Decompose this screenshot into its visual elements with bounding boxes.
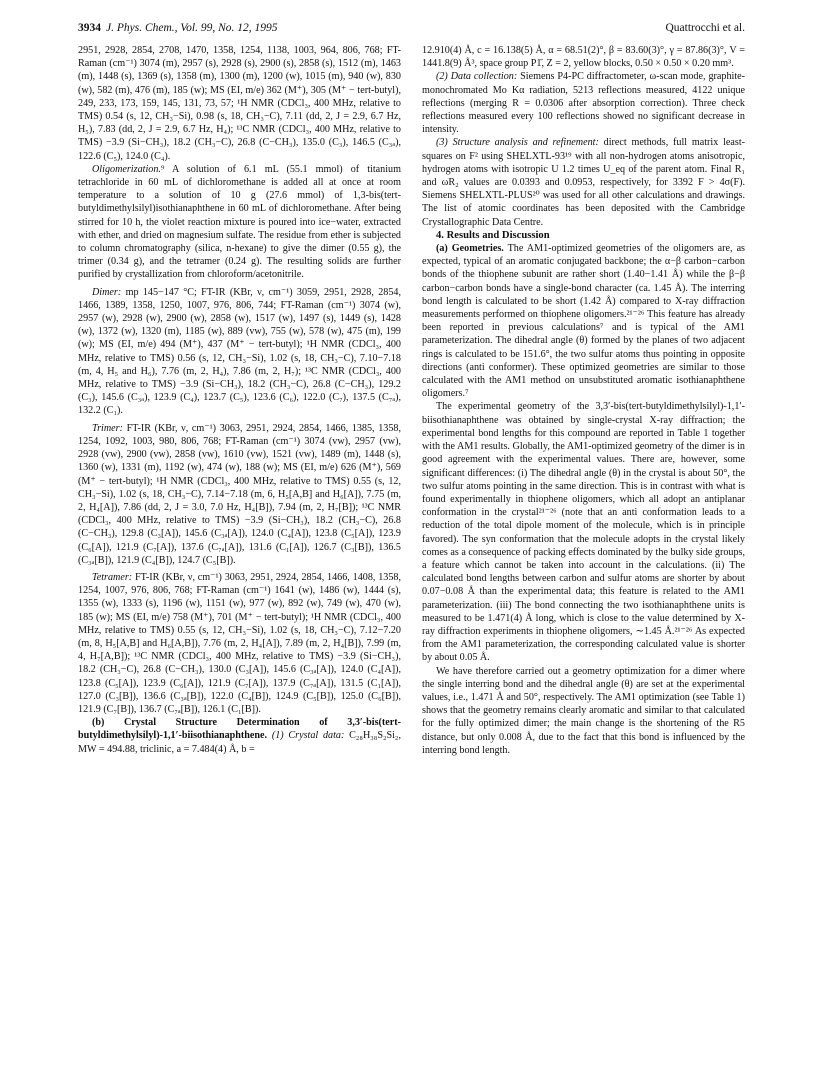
oligomerization-lead: Oligomerization.⁹ <box>92 163 165 175</box>
tetramer-text: FT-IR (KBr, ν, cm⁻¹) 3063, 2951, 2924, 2854, 1466, 1408, 1358, 1254, 1007, 976, 806, 768; FT-Raman (cm⁻¹) 1641 (w), 1486 (w), 1444 (s), 1355 (w), 1333 (s), 1196 (w), 1151 (w), 977 (w), 892 (w), 749 (w), 470 (w), 185 (w); MS (EI, m/e) 758 (M⁺), 701 (M⁺ − tert-butyl); ¹H NMR (CDCl₃, 400 MHz, relative to TMS) 0.55 (s, 12, CH₃−Si), 1.02 (s, 18, CH₃−C), 7.12−7.20 (m, 8, H₅[A,B] and H₆[A,B]), 7.76 (m, 2, H₄[A]), 7.89 (m, 2, H₄[B]), 7.99 (m, 4, H₇[A,B]); ¹³C NMR (CDCl₃, 400 MHz, relative to TMS) −3.9 (Si−CH₃), 18.2 (CH₃−C), 26.8 (C−CH₃), 130.0 (C₃[A]), 145.6 (C₃ₐ[A]), 124.0 (C₄[A]), 123.8 (C₅[A]), 123.9 (C₆[A]), 121.9 (C₇[A]), 137.9 (C₇ₐ[A]), 131.5 (C₁[A]), 127.0 (C₃[B]), 136.6 (C₃ₐ[B]), 122.0 (C₄[B]), 124.9 (C₅[B]), 125.0 (C₆[B]), 121.9 (C₇[B]), 136.7 (C₇ₐ[B]), 126.1 (C₁[B]). <box>78 571 401 715</box>
section-heading-results: 4. Results and Discussion <box>436 229 550 241</box>
tetramer-lead: Tetramer: <box>92 571 133 583</box>
crystal-structure-paragraph <box>78 716 401 756</box>
dimer-text: mp 145−147 °C; FT-IR (KBr, ν, cm⁻¹) 3059, 2951, 2928, 2854, 1466, 1389, 1358, 1250, 1007, 976, 806, 744; FT-Raman (cm⁻¹) 3074 (w), 2957 (w), 2928 (w), 2900 (w), 2858 (w), 1517 (w), 1497 (s), 1449 (s), 1428 (w), 1372 (w), 1320 (m), 1185 (w), 889 (vw), 755 (w), 578 (w), 475 (m), 199 (w); MS (EI, m/e) 494 (M⁺), 437 (M⁺ − tert-butyl); ¹H NMR (CDCl₃, 400 MHz, relative to TMS) 0.56 (s, 12, CH₃−Si), 1.02 (s, 18, CH₃−C), 7.10−7.18 (m, 4, H₅ and H₆), 7.76 (m, 2, H₄), 7.86 (m, 2, H₇); ¹³C NMR (CDCl₃, 400 MHz, relative to TMS) −3.9 (Si−CH₃), 18.2 (CH₃−C), 26.8 (C−CH₃), 129.2 (C₃), 145.6 (C₃ₐ), 123.9 (C₄), 123.7 (C₅), 123.6 (C₆), 122.0 (C₇), 137.5 (C₇ₐ), 132.2 (C₁). <box>78 286 401 417</box>
geometries-heading: (a) Geometries. <box>436 243 504 255</box>
crystal-structure-heading: (b) Crystal Structure Determination of 3,3′-bis(tert-butyldimethylsilyl)-1,1′-biisothianaphthene. <box>78 717 401 742</box>
geometries-paragraph <box>422 242 745 400</box>
structure-analysis-paragraph <box>422 136 745 228</box>
crystal-data-text: C₂₈H₃₈S₂Si₂, MW = 494.88, triclinic, a = 7.484(4) Å, b = <box>78 730 401 755</box>
structure-analysis-lead: (3) Structure analysis and refinement: <box>436 137 599 149</box>
data-collection-lead: (2) Data collection: <box>436 71 518 83</box>
page-number: 3934 <box>78 22 101 34</box>
oligomerization-paragraph <box>78 163 401 282</box>
data-collection-paragraph <box>422 70 745 136</box>
crystal-data-continued: 12.910(4) Å, c = 16.138(5) Å, α = 68.51(2)°, β = 83.60(3)°, γ = 87.86(3)°, V = 1441.8(9) Å³, space group P1̄, Z = 2, yellow blocks, 0.50 × 0.50 × 0.20 mm³. <box>422 45 745 70</box>
dimer-paragraph <box>78 286 401 418</box>
experimental-geometry-paragraph: The experimental geometry of the 3,3′-bis(tert-butyldimethylsilyl)-1,1′-biisothianaphthene was obtained by single-crystal X-ray diffraction; the experimental bond lengths for this compound are reported in Table 1 together with the AM1 results. Globally, the AM1-optimized geometry of the dimer is in good agreement with the experimental values. There are, however, some significant differences: (i) The dihedral angle (θ) in the crystal is about 50°, the two sulfur atoms pointing in the same direction. This is in contrast with what is found experimentally in thiophene oligomers, which all adopt an antiplanar conformation in the crystal²¹⁻²⁶ (note that an anti conformation leads to a reduction of the total dipole moment of the molecule, which is in principle favored). The syn conformation that the molecule adopts in the crystal likely comes as a consequence of packing effects dominated by the bulky side groups, a feature which cannot be taken into account in the calculations. (ii) The calculated bond lengths between carbon and sulfur atoms are shorter by about 0.07−0.08 Å than the experimental data; this feature is related to the AM1 parameterization. (iii) The bond connecting the two isothianaphthene units is measured to be 1.471(4) Å long, which is close to the value determined by X-ray diffraction experiments in thiophene oligomers, ∼1.45 Å.²¹⁻²⁶ As expected from the AM1 parameterization, the corresponding calculated value is shorter by about 0.05 Å. <box>422 401 745 664</box>
geometry-optimization-paragraph: We have therefore carried out a geometry optimization for a dimer where the single interring bond and the dihedral angle (θ) are set at the experimental values, i.e., 1.471 Å and 50°, respectively. The AM1 optimization (see Table 1) shows that the geometry remains clearly aromatic and similar to that calculated for the fully optimized dimer; the main change is the shortening of the R5 distance, but only 0.008 Å, due to the fact that this bond is influenced by the interring bond length. <box>422 665 745 756</box>
crystal-data-lead: (1) Crystal data: <box>267 730 345 742</box>
data-collection-text: Siemens P4-PC diffractometer, ω-scan mode, graphite-monochromated Mo Kα radiation, 5213 reflections measured, 4122 unique reflections (merging R = 0.0306 after absorption correction). Three check reflections measured every 100 reflections showed no significant decrease in intensity. <box>422 71 745 136</box>
geometries-text: The AM1-optimized geometries of the oligomers are, as expected, typical of an aromatic conjugated backbone; the α−β carbon−carbon bonds of the thiophene subunit are rather short (1.40−1.41 Å) while the β−β carbon−carbon bonds have a single-bond character (ca. 1.45 Å). The interring bond length is calculated to be short (1.42 Å) compared to X-ray diffraction measurements performed on thiophene oligomers.²¹⁻²⁶ This feature has already been reported in previous calculations⁷ and is typical of the AM1 parameterization. The dihedral angle (θ) formed by the planes of two adjacent rings is calculated to be 151.6°, the two sulfur atoms thus pointing in opposite directions (anti conformer). These optimized geometries are similar to those calculated with the AM1 method on unsubstituted aromatic isothianaphthene oligomers.⁷ <box>422 243 745 400</box>
oligomerization-text: A solution of 6.1 mL (55.1 mmol) of titanium tetrachloride in 60 mL of dichloromethane is added all at once at room temperature to a solution of 10 g (27.6 mmol) of 1,3-bis(tert-butyldimethylsilyl)isothianaphthene in 60 mL of dichloromethane. After being stirred for 10 h, the violet reaction mixture is poured into ice−water, extracted with ether, and dried on magnesium sulfate. The residue from ether is subjected to column chromatography (silica, n-hexane) to give the dimer (0.55 g), the trimer (0.34 g), and the tetramer (0.24 g). The resulting solids are further purified by crystallization from chloroform/acetonitrile. <box>78 163 401 281</box>
trimer-lead: Trimer: <box>92 422 123 434</box>
tetramer-paragraph <box>78 571 401 716</box>
monomer-spectral-data: 2951, 2928, 2854, 2708, 1470, 1358, 1254, 1138, 1003, 964, 806, 768; FT-Raman (cm⁻¹) 3074 (m), 2957 (s), 2928 (s), 2900 (s), 2858 (s), 1512 (m), 1463 (m), 1448 (s), 1369 (s), 1358 (m), 1300 (m), 1200 (w), 1015 (m), 940 (w), 830 (w), 582 (m), 476 (m), 185 (w); MS (EI, m/e) 362 (M⁺), 305 (M⁺ − tert-butyl), 249, 233, 173, 159, 145, 131, 73, 57; ¹H NMR (CDCl₃, 400 MHz, relative to TMS) 0.54 (s, 12, CH₃−Si), 0.98 (s, 18, CH₃−C), 7.11 (dd, 2, J = 2.9, 6.7 Hz, H₅), 7.83 (dd, 2, J = 2.9, 6.7 Hz, H₄); ¹³C NMR (CDCl₃, 400 MHz, relative to TMS) −3.9 (Si−CH₃), 18.2 (CH₃−C), 26.8 (C−CH₃), 135.0 (C₃), 146.5 (C₃ₐ), 122.6 (C₅), 124.0 (C₄). <box>78 45 401 162</box>
structure-analysis-text: direct methods, full matrix least-squares on F² using SHELXTL-93¹⁹ with all non-hydrogen atoms anisotropic, hydrogen atoms with isotropic U 1.2 times U_eq of the parent atom. Final R₁ and ωR₂ values are 0.0393 and 0.0953, respectively, for 3392 F > 4σ(F). Siemens SHELXTL-PLUS²⁰ was used for all other calculations and drawings. The list of atomic coordinates has been deposited with the Cambridge Crystallographic Data Centre. <box>422 137 746 228</box>
left-column <box>78 44 401 756</box>
trimer-paragraph <box>78 422 401 567</box>
journal-citation: J. Phys. Chem., Vol. 99, No. 12, 1995 <box>106 22 278 34</box>
trimer-text: FT-IR (KBr, ν, cm⁻¹) 3063, 2951, 2924, 2854, 1466, 1385, 1358, 1254, 1092, 1003, 980, 806, 768; FT-Raman (cm⁻¹) 3074 (vw), 2957 (vw), 2928 (vw), 2900 (vw), 2858 (vw), 1610 (vw), 1521 (vw), 1489 (m), 1448 (s), 1360 (w), 1331 (m), 1192 (w), 474 (w), 188 (w); MS (EI, m/e) 626 (M⁺), 569 (M⁺ − tert-butyl); ¹H NMR (CDCl₃, 400 MHz, relative to TMS) 0.55 (s, 12, CH₃−Si), 1.02 (s, 18, CH₃−C), 7.14−7.18 (m, 6, H₅[A,B] and H₆[A]), 7.75 (m, 2, H₄[A]), 7.86 (dd, 2, J = 3.0, 7.0 Hz, H₄[B]), 7.94 (m, 2, H₇[B]); ¹³C NMR (CDCl₃, 400 MHz, relative to TMS) −3.9 (Si−CH₃), 18.2 (CH₃−C), 26.8 (C−CH₃), 129.8 (C₃[A]), 145.6 (C₃ₐ[A]), 124.0 (C₄[A]), 123.8 (C₅[A]), 123.9 (C₆[A]), 121.9 (C₇[A]), 137.6 (C₇ₐ[A]), 131.6 (C₁[A]), 126.7 (C₃[B]), 136.5 (C₃ₐ[B]), 121.9 (C₄[B]), 124.7 (C₅[B]). <box>78 422 401 566</box>
dimer-lead: Dimer: <box>92 286 122 298</box>
right-column <box>422 44 745 757</box>
page-header <box>78 22 745 38</box>
running-authors: Quattrocchi et al. <box>665 22 745 34</box>
